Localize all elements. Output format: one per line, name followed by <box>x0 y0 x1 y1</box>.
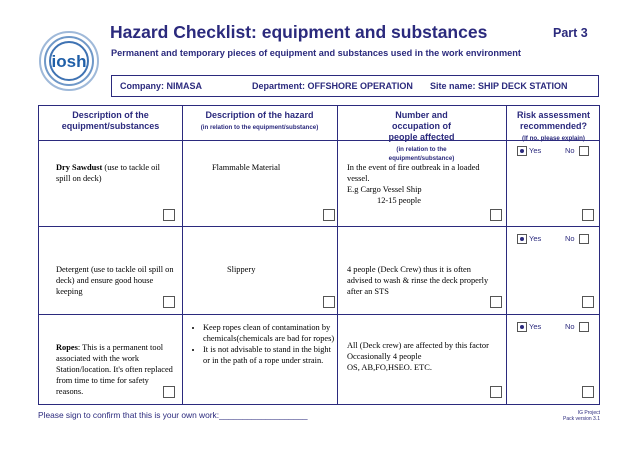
row1-equipment-checkbox[interactable] <box>163 209 175 221</box>
col-header-equipment: Description of the equipment/substances <box>61 110 160 131</box>
row3-hazard <box>189 322 335 366</box>
row1-equipment: Dry Sawdust (use to tackle oil spill on deck) <box>56 163 160 183</box>
row2-equipment: Detergent (use to tackle oil spill on deck) and ensure good house keeping <box>56 265 174 296</box>
row2-people: 4 people (Deck Crew) thus it is often advised to wash & rinse the deck properly after an STS <box>347 265 489 296</box>
row3-people-checkbox[interactable] <box>490 386 502 398</box>
page-title: Hazard Checklist: equipment and substances <box>110 22 488 42</box>
col-header-risk: Risk assessment recommended? (If no, please explain) <box>516 110 591 142</box>
sign-confirmation: Please sign to confirm that this is your own work:___________________ <box>38 410 308 420</box>
company-field: Company: NIMASA <box>120 81 203 91</box>
row3-equipment: Ropes: This is a permanent tool associated with the work Station/location. It's often replaced from time to time for safety reasons. <box>56 343 173 396</box>
checklist-table <box>38 105 600 405</box>
row2-equipment-checkbox[interactable] <box>163 296 175 308</box>
row3-people: All (Deck crew) are affected by this factor Occasionally 4 people OS, AB,FO,HSEO. ETC. <box>347 341 489 372</box>
page-subtitle: Permanent and temporary pieces of equipment and substances used in the work environment <box>111 48 521 58</box>
row3-yes-label: Yes <box>529 322 542 331</box>
row1-people: In the event of fire outbreak in a loaded vessel. E.g Cargo Vessel Ship 12-15 people <box>347 163 480 205</box>
row1-yes-checkbox[interactable] <box>517 146 527 156</box>
col-header-people: Number and occupation of people affected (in relation to the equipment/substance) <box>388 110 455 162</box>
department-field: Department: OFFSHORE OPERATION <box>252 81 413 91</box>
row2-yes-label: Yes <box>529 234 542 243</box>
row3-equipment-checkbox[interactable] <box>163 386 175 398</box>
row1-hazard: Flammable Material <box>212 163 281 172</box>
row3-risk-checkbox[interactable] <box>582 386 594 398</box>
row1-people-checkbox[interactable] <box>490 209 502 221</box>
row2-yes-checkbox[interactable] <box>517 234 527 244</box>
row2-risk-checkbox[interactable] <box>582 296 594 308</box>
project-version: IG Project Pack version 3.1 <box>563 410 600 422</box>
row1-no-label: No <box>565 146 575 155</box>
logo-text: iosh <box>51 52 87 71</box>
row2-people-checkbox[interactable] <box>490 296 502 308</box>
row3-hazard-list: • Keep ropes clean of contamination by chemicals(chemicals are bad for ropes) • It is not advisable to stand in the bight or in the path of a rope under strain. <box>189 322 335 366</box>
row2-hazard: Slippery <box>227 265 256 274</box>
row1-risk-checkbox[interactable] <box>582 209 594 221</box>
site-field: Site name: SHIP DECK STATION <box>430 81 568 91</box>
row3-no-checkbox[interactable] <box>579 322 589 332</box>
part-label: Part 3 <box>553 26 588 40</box>
row1-no-checkbox[interactable] <box>579 146 589 156</box>
row2-hazard-checkbox[interactable] <box>323 296 335 308</box>
row2-no-checkbox[interactable] <box>579 234 589 244</box>
row3-yes-checkbox[interactable] <box>517 322 527 332</box>
iosh-logo <box>38 30 100 92</box>
row3-no-label: No <box>565 322 575 331</box>
row2-no-label: No <box>565 234 575 243</box>
row1-hazard-checkbox[interactable] <box>323 209 335 221</box>
row1-yes-label: Yes <box>529 146 542 155</box>
info-bar <box>111 75 599 97</box>
col-header-hazard: Description of the hazard (in relation to the equipment/substance) <box>200 110 319 131</box>
